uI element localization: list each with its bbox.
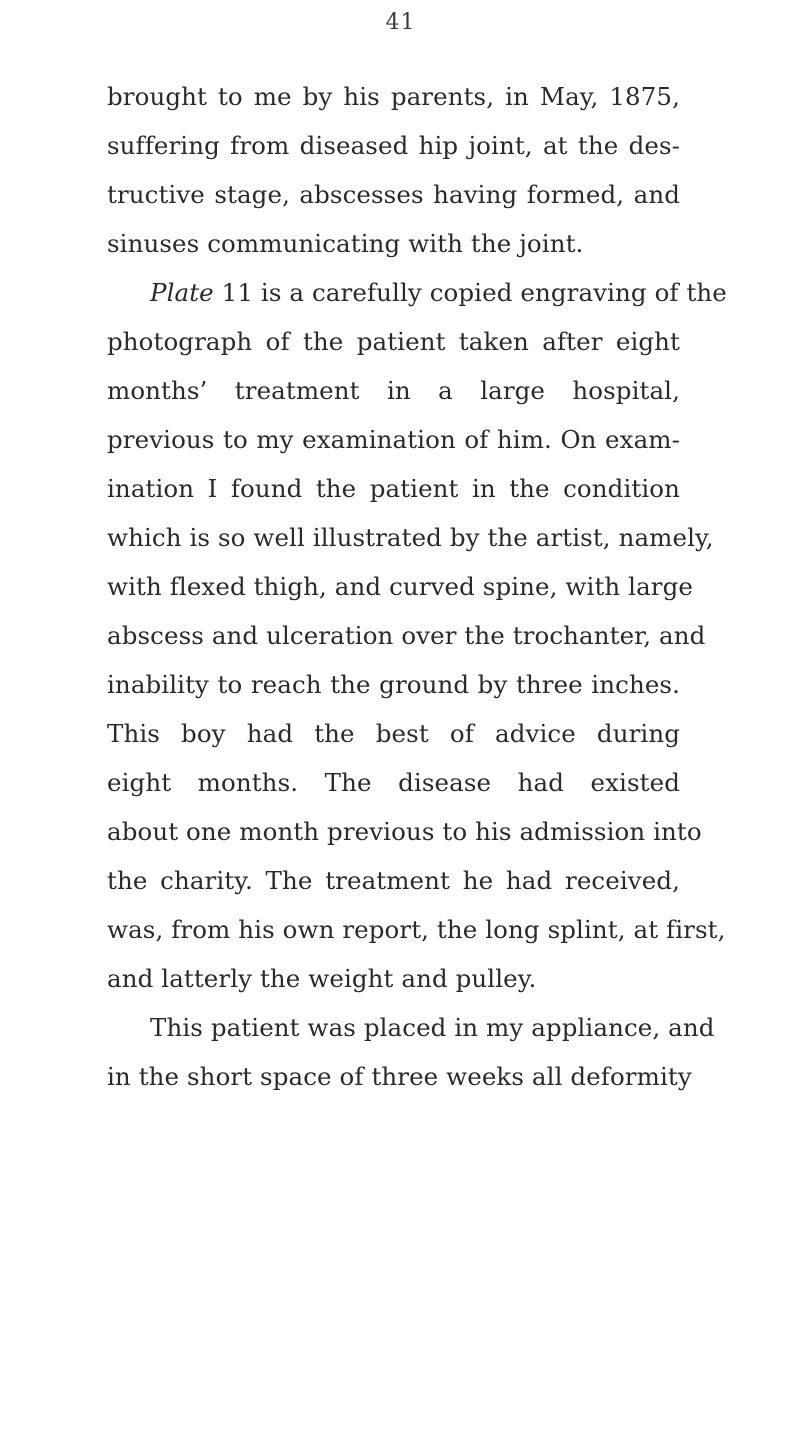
text-line: This patient was placed in my appliance, and	[150, 1013, 715, 1042]
body-text	[107, 72, 727, 1101]
text-line: suffering from diseased hip joint, at the des-	[107, 131, 680, 160]
plate-reference: Plate	[150, 278, 214, 307]
text-line: previous to my examination of him. On exam-	[107, 425, 680, 454]
text-line: This boy had the best of advice during	[107, 719, 680, 748]
text-line: which is so well illustrated by the artist, namely,	[107, 523, 714, 552]
text-line: was, from his own report, the long splint, at first,	[107, 915, 726, 944]
text-line: in the short space of three weeks all deformity	[107, 1062, 692, 1091]
text-line: inability to reach the ground by three inches.	[107, 670, 680, 699]
text-line: sinuses communicating with the joint.	[107, 229, 584, 258]
text-line: ination I found the patient in the condition	[107, 474, 680, 503]
text-line: with flexed thigh, and curved spine, with large	[107, 572, 693, 601]
text-line: brought to me by his parents, in May, 1875,	[107, 82, 680, 111]
text-line	[107, 268, 727, 317]
text-line: months’ treatment in a large hospital,	[107, 376, 680, 405]
text-line: abscess and ulceration over the trochanter, and	[107, 621, 706, 650]
page-number: 41	[385, 10, 416, 35]
text-fragment: 11 is a carefully copied engraving of the	[213, 278, 727, 307]
text-line: about one month previous to his admission into	[107, 817, 702, 846]
text-line: photograph of the patient taken after eight	[107, 327, 680, 356]
text-line: the charity. The treatment he had received,	[107, 866, 680, 895]
text-line: eight months. The disease had existed	[107, 768, 680, 797]
text-line: and latterly the weight and pulley.	[107, 964, 537, 993]
text-line: tructive stage, abscesses having formed, and	[107, 180, 680, 209]
